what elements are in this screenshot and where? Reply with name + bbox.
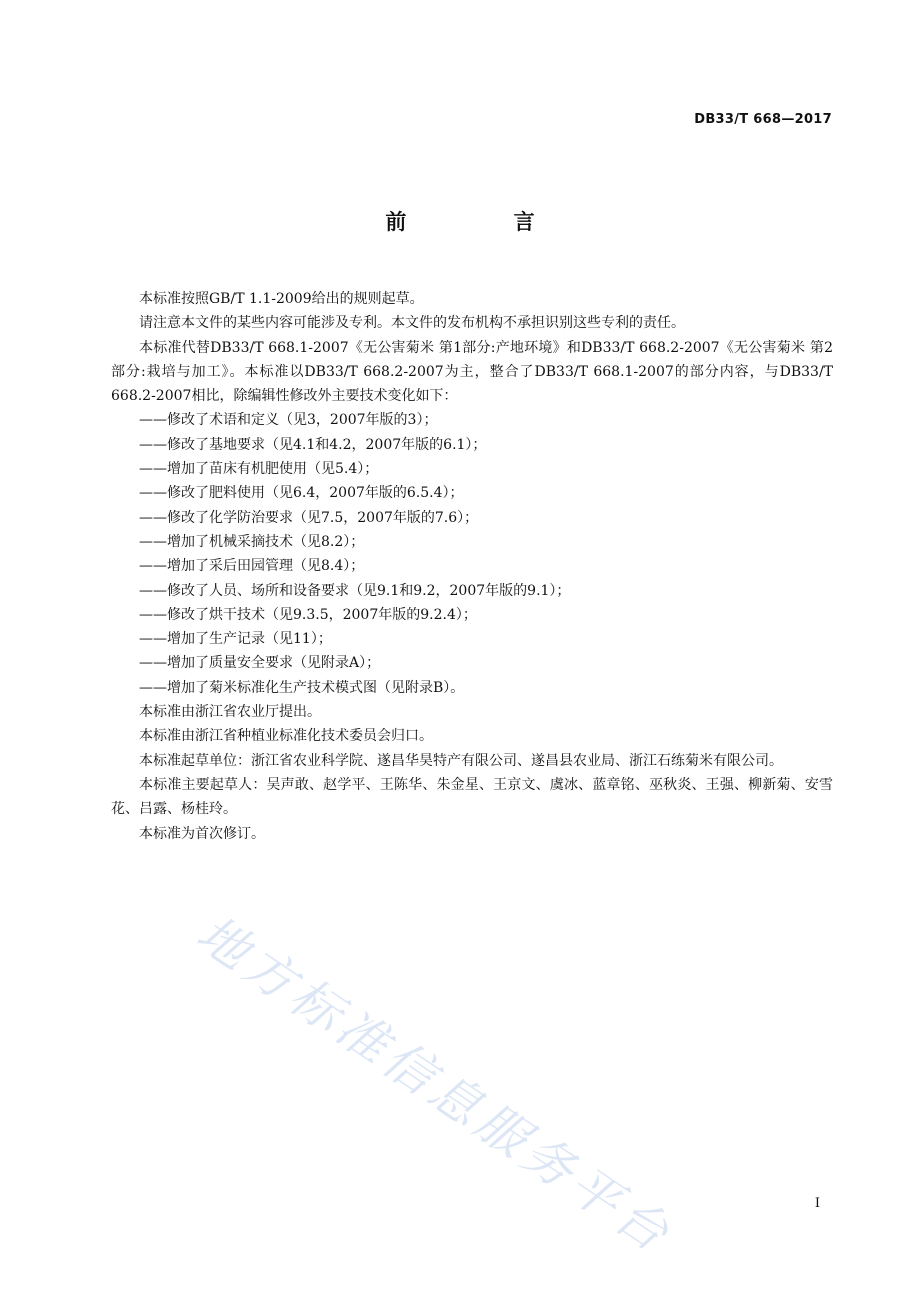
paragraph-drafting-units: 本标准起草单位：浙江省农业科学院、遂昌华昊特产有限公司、遂昌县农业局、浙江石练菊米有限公司。 (139, 752, 783, 769)
change-item: ——修改了化学防治要求（见7.5，2007年版的7.6）； (139, 509, 479, 526)
paragraph-patent-notice: 请注意本文件的某些内容可能涉及专利。本文件的发布机构不承担识别这些专利的责任。 (139, 315, 685, 332)
change-item: ——修改了烘干技术（见9.3.5，2007年版的9.2.4）； (139, 606, 477, 623)
change-item: ——修改了肥料使用（见6.4，2007年版的6.5.4）； (139, 485, 464, 502)
change-item: ——修改了基地要求（见4.1和4.2，2007年版的6.1）； (139, 436, 487, 453)
change-item: ——增加了采后田园管理（见8.4）； (139, 558, 365, 575)
change-item: ——增加了质量安全要求（见附录A）； (139, 655, 381, 672)
document-code: DB33/T 668—2017 (694, 112, 832, 127)
change-item: ——增加了机械采摘技术（见8.2）； (139, 533, 365, 550)
paragraph-drafting-rules: 本标准按照GB/T 1.1-2009给出的规则起草。 (139, 291, 424, 307)
watermark: 地方标准信息服务平台 (186, 904, 684, 1266)
change-item: ——增加了菊米标准化生产技术模式图（见附录B）。 (139, 679, 465, 696)
change-item: ——修改了人员、场所和设备要求（见9.1和9.2，2007年版的9.1）； (139, 582, 571, 599)
paragraph-committee: 本标准由浙江省种植业标准化技术委员会归口。 (139, 728, 433, 745)
page-title: 前 言 (385, 210, 585, 234)
change-item: ——修改了术语和定义（见3，2007年版的3）； (139, 412, 438, 429)
change-item: ——增加了苗床有机肥使用（见5.4）； (139, 461, 379, 478)
paragraph-proposer: 本标准由浙江省农业厅提出。 (139, 704, 321, 721)
change-item: ——增加了生产记录（见11）； (139, 631, 332, 648)
paragraph-drafters: 本标准主要起草人：吴声敢、赵学平、王陈华、朱金星、王京文、虞冰、蓝章铭、巫秋炎、王强、柳新菊、安雪花、吕露、杨桂玲。 (111, 776, 833, 818)
paragraph-replacement: 本标准代替DB33/T 668.1-2007《无公害菊米 第1部分:产地环境》和DB33/T 668.2-2007《无公害菊米 第2部分:栽培与加工》。本标准以DB33/T 668.2-2007为主，整合了DB33/T 668.1-2007的部分内容，与DB33/T 668.2-2007相比，除编辑性修改外主要技术变化如下： (111, 339, 833, 405)
foreword-body (111, 287, 833, 846)
paragraph-revision-note: 本标准为首次修订。 (139, 825, 265, 842)
page-number: I (814, 1196, 820, 1211)
